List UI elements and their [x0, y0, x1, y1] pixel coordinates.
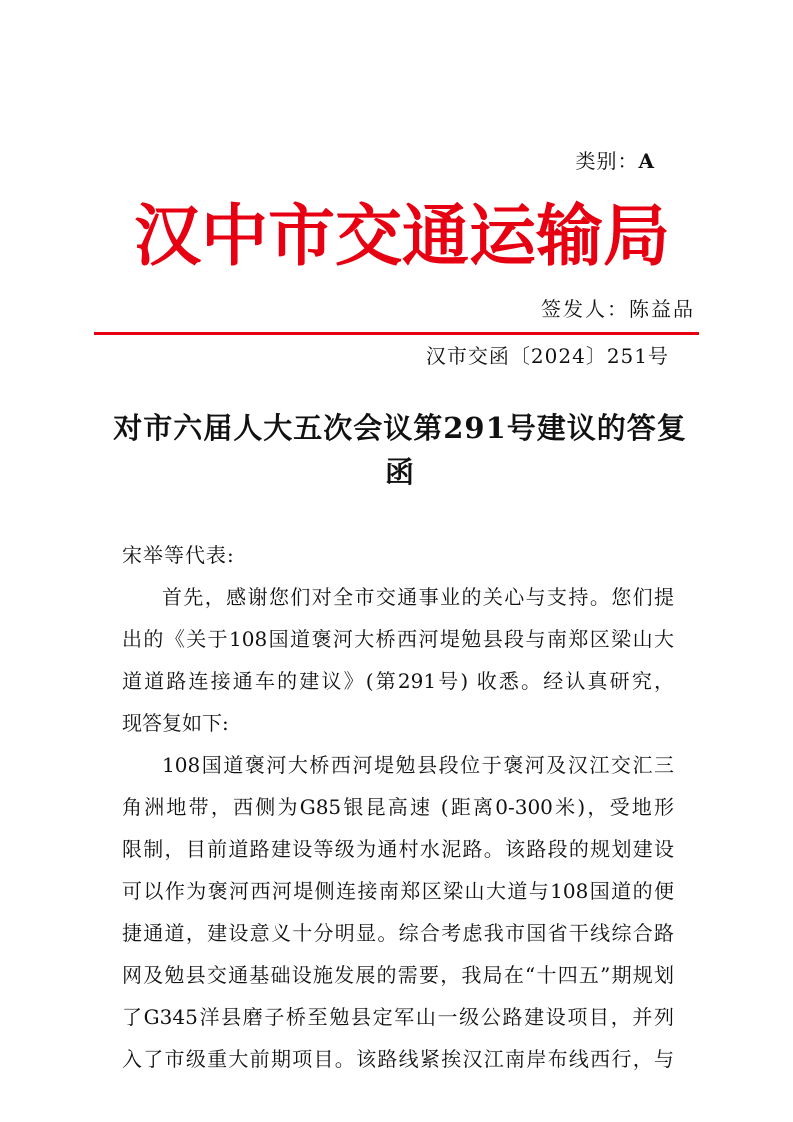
issuer-line: 签发人：陈益品	[541, 297, 695, 321]
body-line: 首先，感谢您们对全市交通事业的关心与支持。您们提	[162, 585, 674, 609]
red-divider	[94, 332, 699, 335]
body-line: 出的《关于108国道褒河大桥西河堤勉县段与南郑区梁山大	[122, 627, 674, 651]
document-title	[110, 406, 690, 494]
category-value: A	[638, 149, 655, 173]
body-line: 现答复如下:	[122, 711, 229, 735]
title-line-1: 对市六届人大五次会议第291号建议的答复	[113, 411, 687, 445]
body-line: 角洲地带，西侧为G85银昆高速 (距离0-300米)，受地形	[122, 795, 674, 819]
body-line: 入了市级重大前期项目。该路线紧挨汉江南岸布线西行，与	[122, 1047, 674, 1071]
agency-name-heading: 汉中市交通运输局	[134, 196, 670, 275]
document-category	[575, 147, 655, 175]
body-line: 了G345洋县磨子桥至勉县定军山一级公路建设项目，并列	[122, 1005, 674, 1029]
body-line: 道道路连接通车的建议》(第291号) 收悉。经认真研究，	[122, 669, 674, 693]
document-number: 汉市交函〔2024〕251号	[425, 344, 669, 368]
category-label: 类别：	[575, 149, 639, 173]
salutation: 宋举等代表:	[122, 543, 235, 567]
body-line: 捷通道，建设意义十分明显。综合考虑我市国省干线综合路	[122, 921, 674, 945]
body-line: 可以作为褒河西河堤侧连接南郑区梁山大道与108国道的便	[122, 879, 674, 903]
body-line: 108国道褒河大桥西河堤勉县段位于褒河及汉江交汇三	[162, 753, 674, 777]
body-line: 限制，目前道路建设等级为通村水泥路。该路段的规划建设	[122, 837, 674, 861]
title-line-2: 函	[384, 455, 415, 489]
body-line: 网及勉县交通基础设施发展的需要，我局在“十四五”期规划	[122, 963, 674, 987]
